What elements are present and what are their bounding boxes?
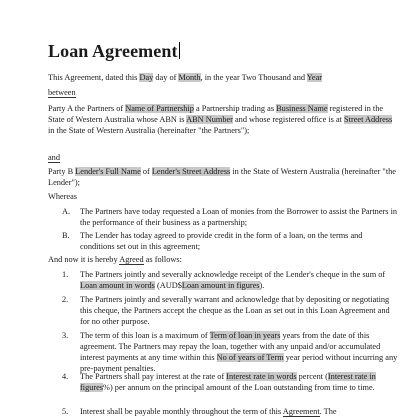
party-b-text-2: of [140, 167, 152, 176]
agreed-line [48, 254, 398, 265]
clause-text [80, 330, 398, 374]
intro-text-1: This Agreement, dated this [48, 73, 140, 82]
street-address-field[interactable]: Street Address [344, 115, 393, 124]
clause-4-text-1: The Partners shall pay interest at the rate of [80, 372, 227, 381]
clause-text: The Partners jointly and severally warrant and acknowledge that by depositing or negotiating this cheque, the Partners accept the cheque as the Loan as set out in this Loan Agreement and for no other purpose. [80, 295, 390, 326]
clause-5 [48, 406, 398, 417]
agreed-word: Agreed [119, 255, 144, 264]
intro-text-3: , in the year Two Thousand and [200, 73, 307, 82]
clause-1-text-2: (AUD$ [154, 281, 182, 290]
party-a-text-1: Party A the Partners of [48, 104, 126, 113]
recital-a [48, 206, 398, 228]
clause-4-text-2: percent ( [296, 372, 328, 381]
recital-label: B. [62, 231, 70, 240]
agreed-text-2: as follows: [143, 255, 182, 264]
day-field[interactable]: Day [139, 73, 154, 82]
party-a-text-5: in the State of Western Australia (hereinafter "the Partners"); [48, 126, 250, 135]
clause-1-text-3: ). [259, 281, 265, 290]
term-years-field[interactable]: No of years of Term [216, 353, 284, 362]
intro-text-2: day of [153, 73, 179, 82]
clause-3 [48, 330, 398, 374]
clause-5-text-1: Interest shall be payable monthly throughout the term of this [80, 407, 283, 416]
clause-number: 3. [62, 331, 69, 340]
clause-1 [48, 269, 398, 291]
clause-4 [48, 371, 398, 404]
party-a-text-4: and whose registered office is at [232, 115, 345, 124]
clause-text [80, 371, 398, 393]
clause-2 [48, 294, 398, 327]
recital-label: A. [62, 207, 71, 216]
clause-3-text-2: years from the date of this agreement. The Partners may repay the loan, together with any unpaid and/or accumulated interest payments at any time within this [80, 331, 381, 362]
title-text: Loan Agreement [48, 41, 178, 61]
whereas-text: Whereas [48, 192, 78, 201]
loan-term-years-field[interactable]: Term of loan in years [209, 331, 281, 340]
agreement-word: Agreement [282, 407, 320, 416]
whereas-heading [48, 191, 398, 202]
clause-text [80, 269, 398, 291]
party-a-paragraph [48, 103, 398, 136]
clause-number: 1. [62, 270, 69, 279]
between-line [48, 87, 398, 98]
lender-address-field[interactable]: Lender's Street Address [151, 167, 231, 176]
between-text: between [48, 88, 76, 97]
text-cursor [179, 42, 180, 59]
loan-amount-words-field[interactable]: Loan amount in words [80, 281, 155, 290]
clause-number: 4. [62, 372, 69, 381]
recital-text: The Partners have today requested a Loan of monies from the Borrower to assist the Partners in the performance of their business as a partnership; [80, 207, 398, 227]
party-b-text-1: Party B [48, 167, 76, 176]
recital-text: The Lender has today agreed to provide credit in the form of a loan, on the terms and conditions set out in this agreement; [80, 231, 363, 251]
recital-b [48, 230, 398, 252]
partnership-name-field[interactable]: Name of Partnership [125, 104, 194, 113]
and-text: and [48, 153, 60, 162]
and-line [48, 152, 398, 163]
year-field[interactable]: Year [306, 73, 323, 82]
clause-text [80, 406, 398, 417]
agreed-text-1: And now it is hereby [48, 255, 120, 264]
lender-name-field[interactable]: Lender's Full Name [75, 167, 141, 176]
abn-field[interactable]: ABN Number [186, 115, 233, 124]
clause-number: 2. [62, 295, 69, 304]
interest-rate-words-field[interactable]: Interest rate in words [226, 372, 297, 381]
business-name-field[interactable]: Business Name [276, 104, 328, 113]
document-title[interactable] [48, 40, 180, 62]
party-a-text-2: a Partnership trading as [193, 104, 277, 113]
party-b-paragraph [48, 166, 398, 188]
clause-3-text-1: The term of this loan is a maximum of [80, 331, 210, 340]
loan-amount-figures-field[interactable]: Loan amount in figures [181, 281, 260, 290]
clause-1-text-1: The Partners jointly and severally acknowledge receipt of the Lender's cheque in the sum of [80, 270, 386, 279]
party-a-text-3: registered in the State of Western Australia whose ABN is [48, 104, 384, 124]
party-b-text-3: in the State of Western Australia (hereinafter "the Lender"); [48, 167, 396, 187]
month-field[interactable]: Month [178, 73, 201, 82]
clause-5-text-2: . The [319, 407, 337, 416]
interest-rate-figures-field[interactable]: Interest rate in figures [80, 372, 376, 392]
clause-4-text-3: %) per annum on the principal amount of the Loan outstanding from time to time. [103, 383, 375, 392]
clause-number: 5. [62, 407, 69, 416]
intro-paragraph [48, 72, 398, 83]
clause-3-text-3: year period without incurring any pre-payment penalties. [80, 353, 398, 373]
